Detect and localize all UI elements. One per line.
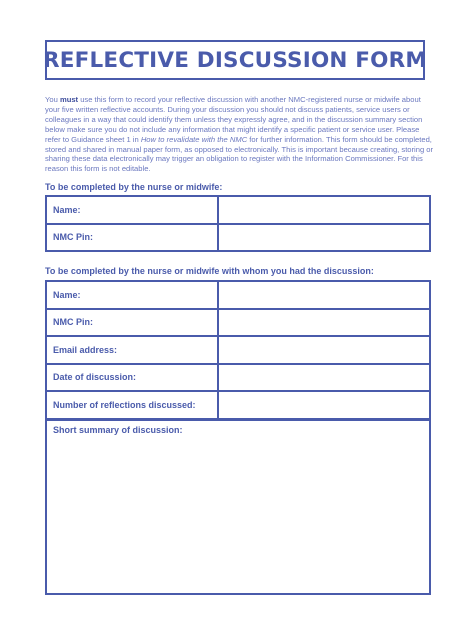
date-field[interactable] <box>218 364 430 392</box>
intro-paragraph <box>45 95 437 174</box>
table-row <box>46 336 430 364</box>
section1-heading: To be completed by the nurse or midwife: <box>45 182 223 192</box>
field-label-reflections: Number of reflections discussed: <box>46 391 218 419</box>
field-label-name: Name: <box>46 196 218 224</box>
email-field[interactable] <box>218 336 430 364</box>
reflections-count-field[interactable] <box>218 391 430 419</box>
title-box <box>43 40 428 80</box>
table-row <box>46 364 430 392</box>
field-label-partner-nmc-pin: NMC Pin: <box>46 309 218 337</box>
intro-emphasis: must <box>59 95 79 104</box>
field-label-nmc-pin: NMC Pin: <box>46 224 218 252</box>
nmc-pin-field[interactable] <box>218 224 430 252</box>
guidance-title: How to revalidate with the NMC <box>140 134 248 144</box>
discussion-partner-table <box>45 280 431 420</box>
table-row <box>46 281 430 309</box>
field-label-date: Date of discussion: <box>46 364 218 392</box>
summary-label: Short summary of discussion: <box>53 425 183 435</box>
partner-nmc-pin-field[interactable] <box>218 309 430 337</box>
section2-heading: To be completed by the nurse or midwife with whom you had the discussion: <box>45 266 374 276</box>
intro-text-1: You <box>45 95 60 104</box>
name-field[interactable] <box>218 196 430 224</box>
nurse-details-table <box>45 195 431 252</box>
field-label-partner-name: Name: <box>46 281 218 309</box>
table-row <box>46 391 430 419</box>
intro-text-3: for further information. This form should be completed, stored and shared in manual paper form, as opposed to electronically. This is important because creating, storing or sharing these data electronically may trigger an obligation to register with the Information Commissioner. For this reason this form is not editable. <box>45 134 434 174</box>
table-row <box>46 309 430 337</box>
summary-field[interactable] <box>45 419 431 595</box>
field-label-email: Email address: <box>46 336 218 364</box>
partner-name-field[interactable] <box>218 281 430 309</box>
page-title: REFLECTIVE DISCUSSION FORM <box>43 47 428 73</box>
intro-text-2: use this form to record your reflective discussion with another NMC-registered nurse or midwife about your five written reflective accounts. During your discussion you should not discuss patients, service users or colleagues in a way that could identify them unless they expressly agree, and in the discussion summary section below make sure you do not include any information that might identify a specific patient or service user. Please refer to Guidance sheet 1 in <box>45 95 423 144</box>
table-row <box>46 196 430 224</box>
table-row <box>46 224 430 252</box>
